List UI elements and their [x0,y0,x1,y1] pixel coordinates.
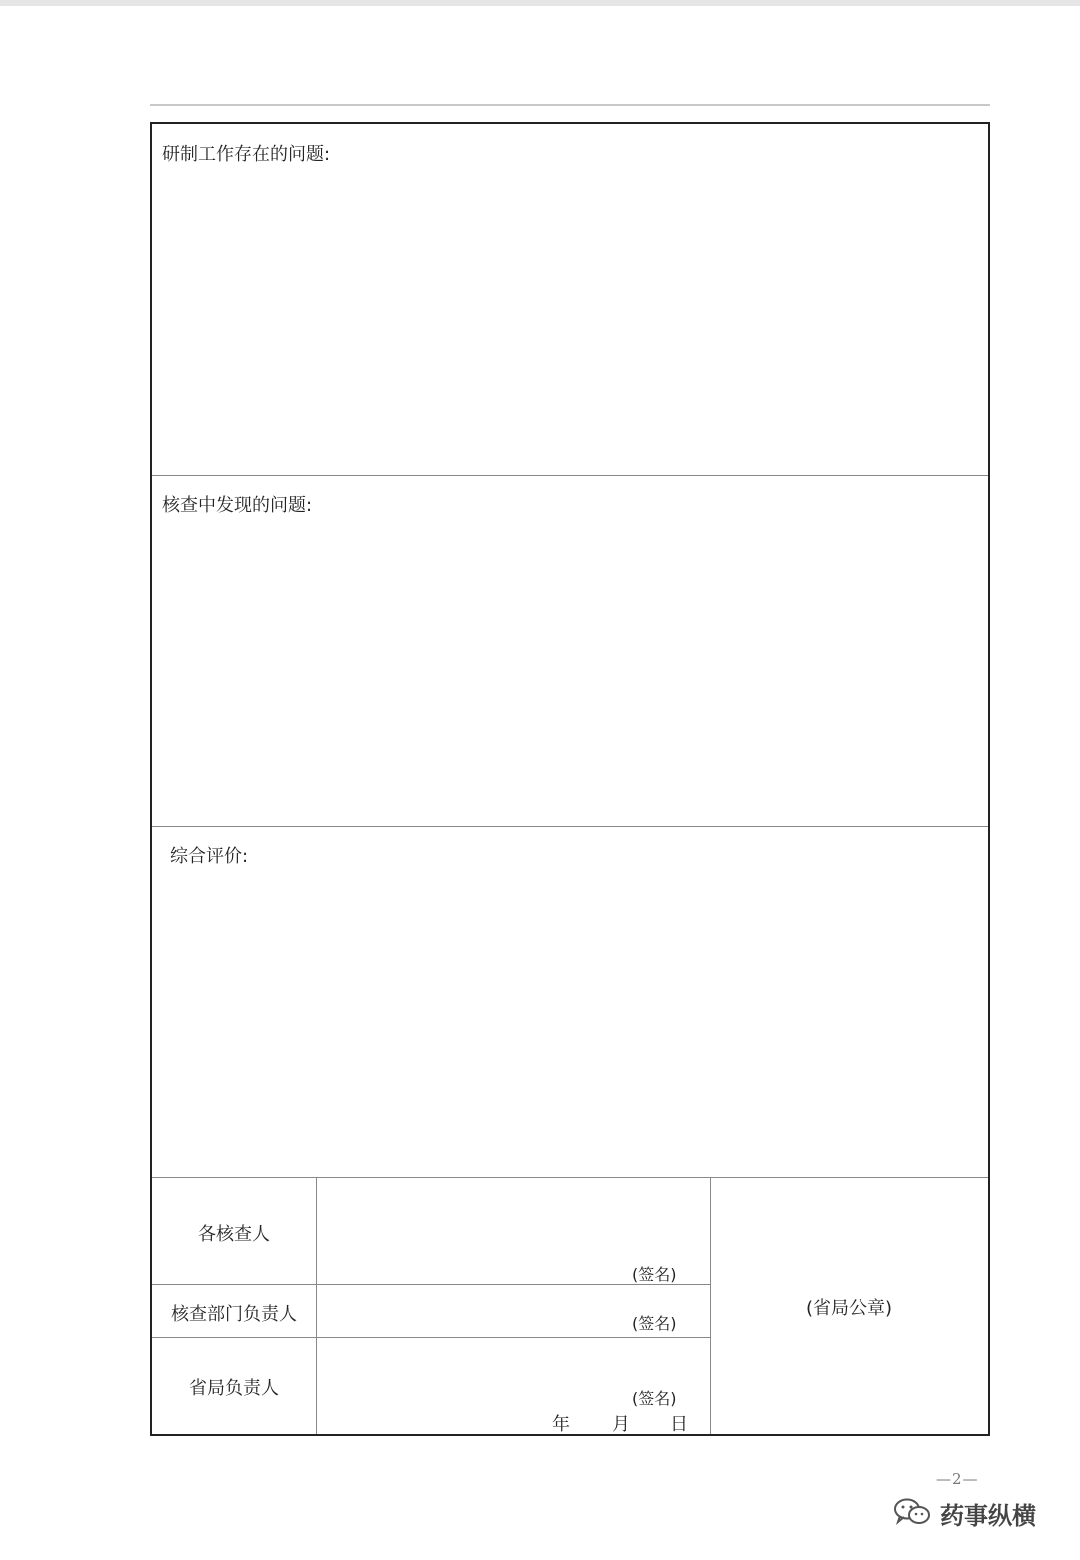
sign-hint-inspectors: (签名) [632,1265,677,1284]
sign-hint-dept-head: (签名) [632,1314,677,1333]
section-overall-evaluation-label: 综合评价: [170,846,249,867]
header-rule [150,104,990,106]
date-month: 月 [612,1414,630,1435]
role-province-head: 省局负责人 [189,1378,279,1399]
role-dept-head: 核查部门负责人 [171,1304,297,1325]
section-research-issues [152,124,988,476]
date-day: 日 [670,1414,688,1435]
sign-hint-province-head: (签名) [632,1389,677,1408]
provincial-seal-label: (省局公章) [805,1298,893,1319]
section-inspection-findings [152,476,988,827]
wechat-icon [892,1497,932,1531]
page-number: —2— [936,1470,979,1488]
section-research-issues-label: 研制工作存在的问题: [162,144,331,165]
date-year: 年 [552,1414,570,1435]
watermark-text: 药事纵横 [940,1502,1036,1530]
role-inspectors: 各核查人 [198,1224,270,1245]
section-inspection-findings-label: 核查中发现的问题: [162,495,313,516]
watermark [892,1496,1036,1531]
inspection-form [150,122,990,1436]
signature-block [152,1178,988,1434]
section-overall-evaluation [152,827,988,1178]
top-bar [0,0,1080,6]
